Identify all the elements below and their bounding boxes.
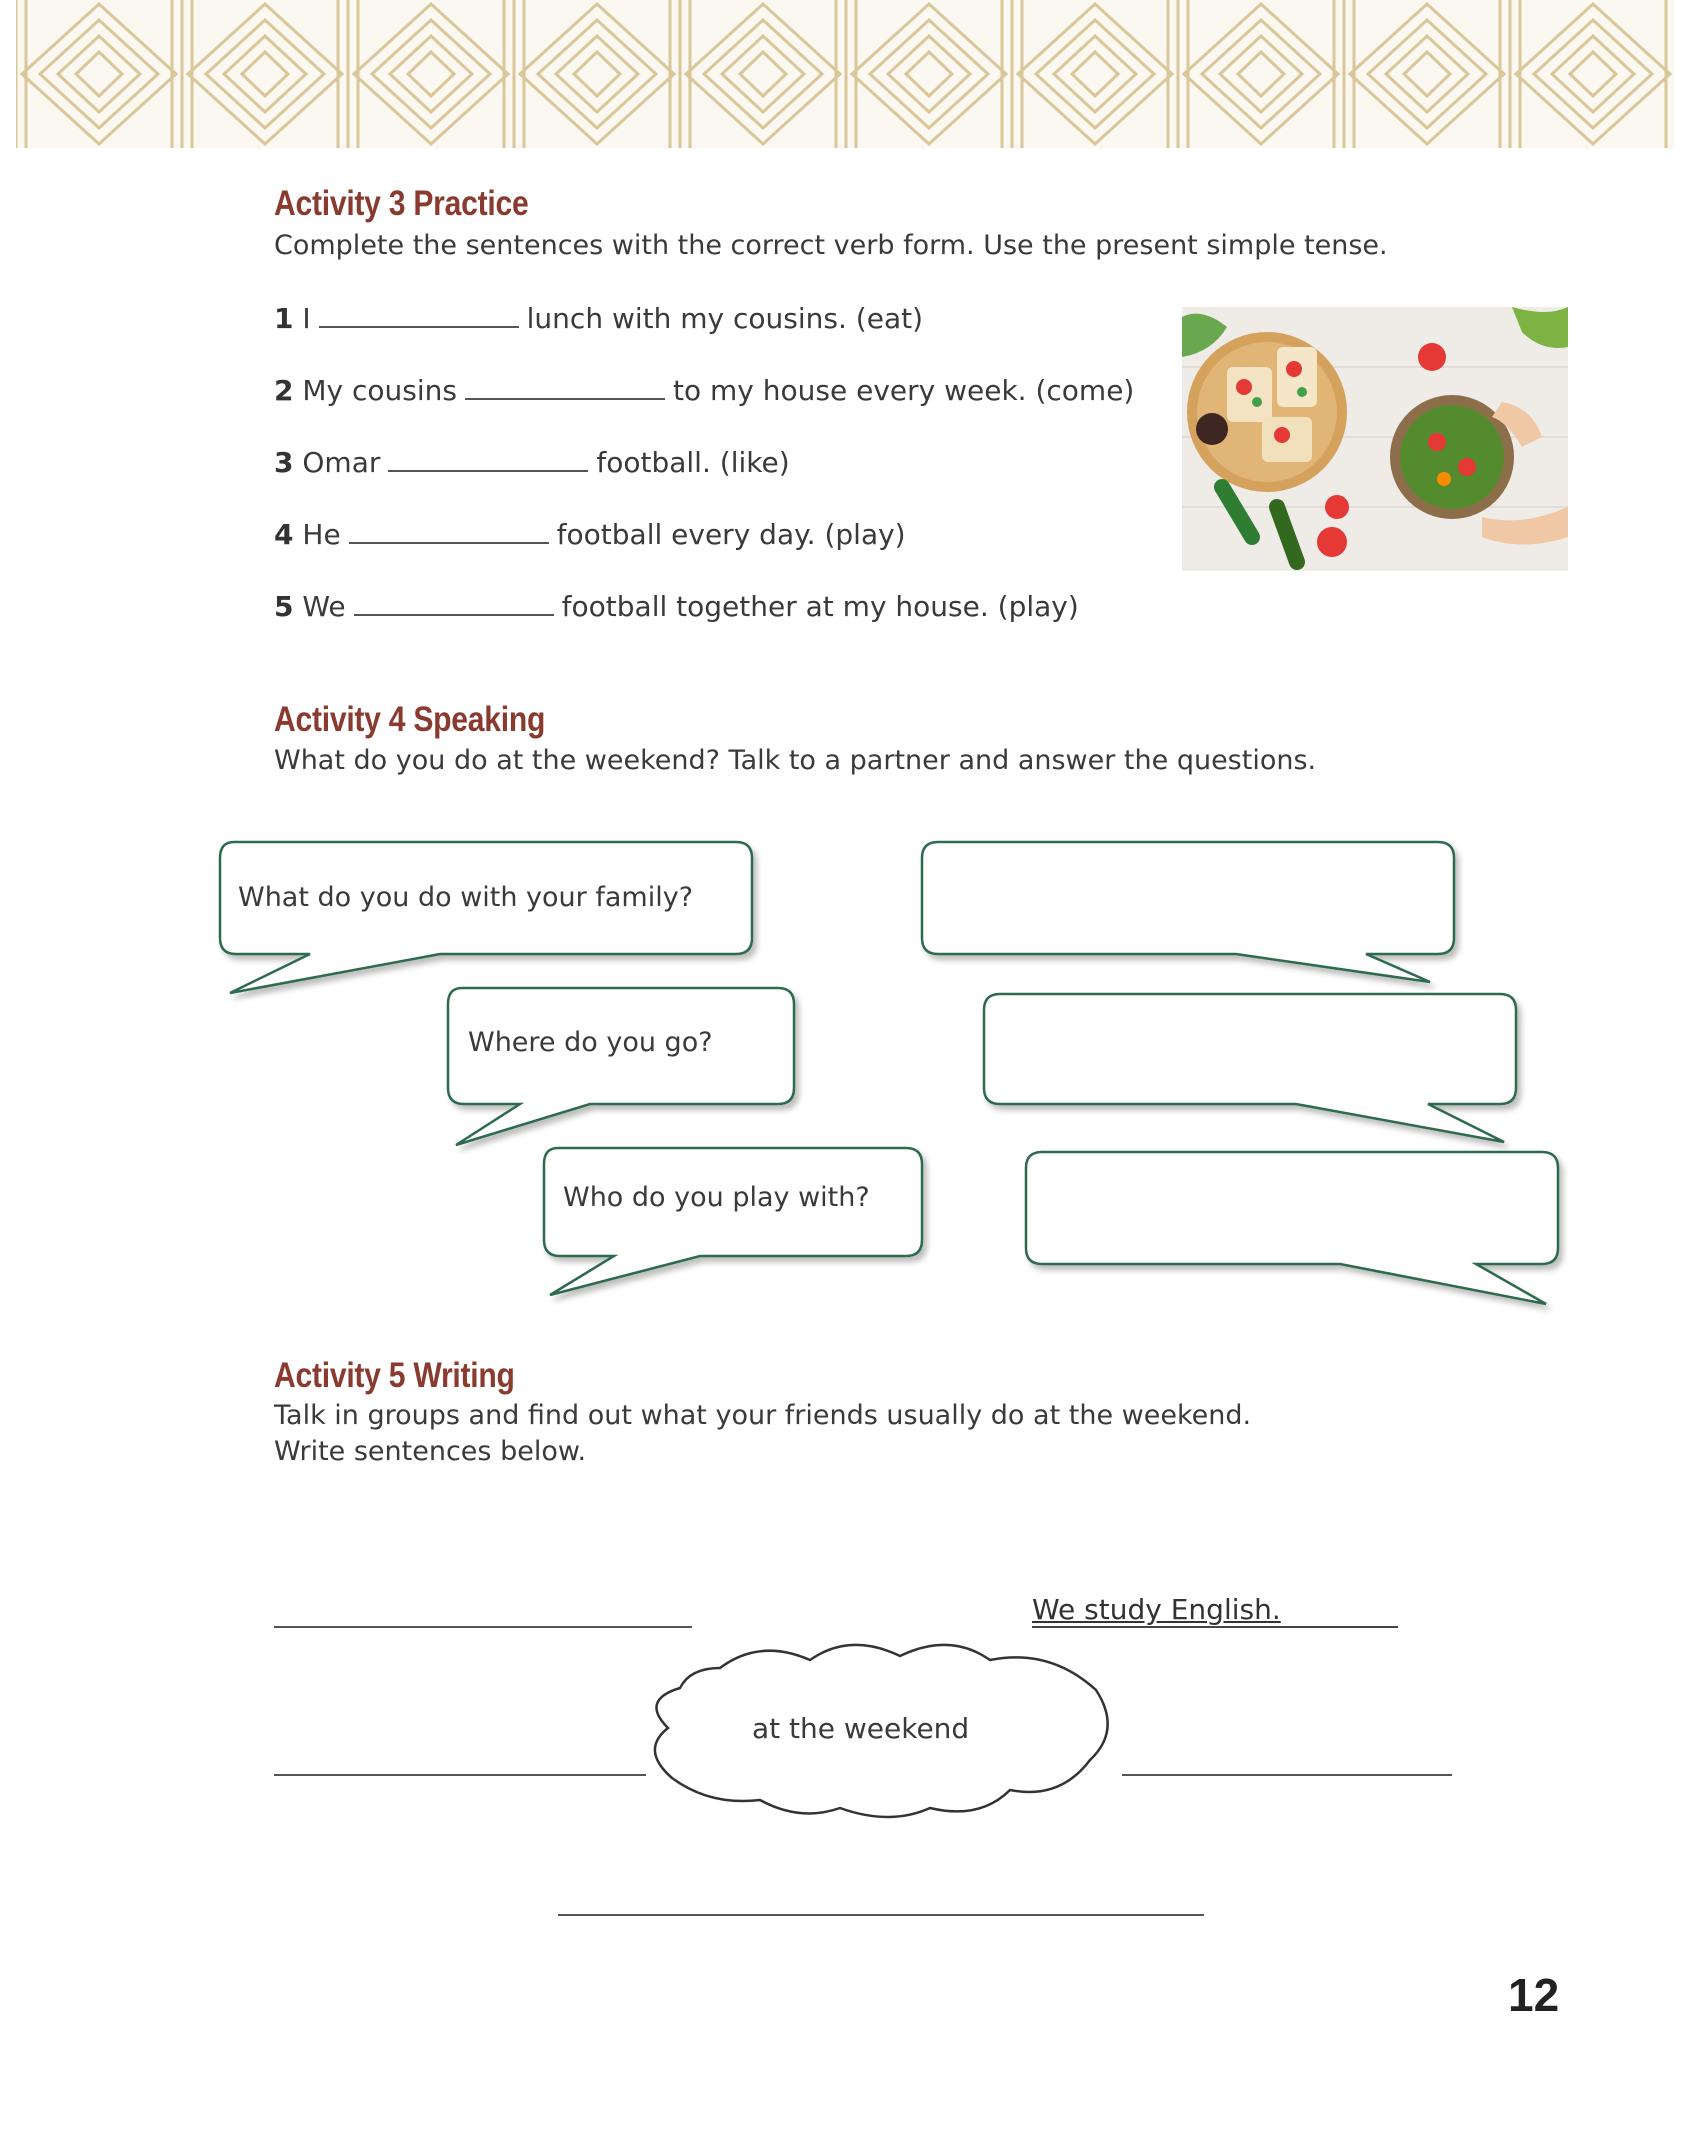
- question-3-text: Who do you play with?: [563, 1182, 870, 1213]
- sentence-number: 4: [274, 518, 294, 551]
- cloud-label: at the weekend: [752, 1712, 970, 1745]
- activity-3-instruction: Complete the sentences with the correct verb form. Use the present simple tense.: [274, 230, 1388, 261]
- answer-bubble-2: [984, 994, 1516, 1142]
- sentence-before: I: [302, 302, 311, 335]
- activity-4-heading: Activity 4 Speaking: [274, 700, 546, 739]
- sentence-after: to my house every week. (come): [673, 374, 1135, 407]
- sentence-after: lunch with my cousins. (eat): [526, 302, 924, 335]
- writing-line-1[interactable]: [274, 1626, 692, 1628]
- sentence-number: 3: [274, 446, 294, 479]
- sentence-number: 1: [274, 302, 294, 335]
- question-1-text: What do you do with your family?: [238, 882, 694, 913]
- sentence-number: 2: [274, 374, 294, 407]
- writing-line-2[interactable]: [1032, 1626, 1398, 1628]
- question-2-text: Where do you go?: [468, 1027, 713, 1058]
- question-bubble-3: [544, 1148, 922, 1295]
- question-bubble-2: [448, 988, 794, 1145]
- sentence-before: He: [302, 518, 341, 551]
- writing-line-5[interactable]: [558, 1914, 1204, 1916]
- sentence-after: football every day. (play): [556, 518, 906, 551]
- sentence-number: 5: [274, 590, 294, 623]
- activity-5-heading: Activity 5 Writing: [274, 1356, 515, 1395]
- page-number: 12: [1508, 1969, 1560, 2021]
- writing-line-3[interactable]: [274, 1774, 646, 1776]
- activity-3-heading: Activity 3 Practice: [274, 184, 529, 223]
- activity-5-instruction-line-1: Talk in groups and find out what your friends usually do at the weekend.: [274, 1400, 1252, 1431]
- sentence-before: We: [302, 590, 346, 623]
- example-sentence: We study English.: [1032, 1593, 1281, 1626]
- answer-bubble-1: [922, 842, 1454, 982]
- writing-line-4[interactable]: [1122, 1774, 1452, 1776]
- answer-bubble-3: [1026, 1152, 1558, 1304]
- sentence-after: football together at my house. (play): [561, 590, 1079, 623]
- sentence-before: Omar: [302, 446, 381, 479]
- sentence-after: football. (like): [596, 446, 790, 479]
- question-bubble-1: [220, 842, 752, 993]
- activity-4-instruction: What do you do at the weekend? Talk to a partner and answer the questions.: [274, 745, 1317, 776]
- activity-5-instruction-line-2: Write sentences below.: [274, 1436, 587, 1467]
- sentence-before: My cousins: [302, 374, 457, 407]
